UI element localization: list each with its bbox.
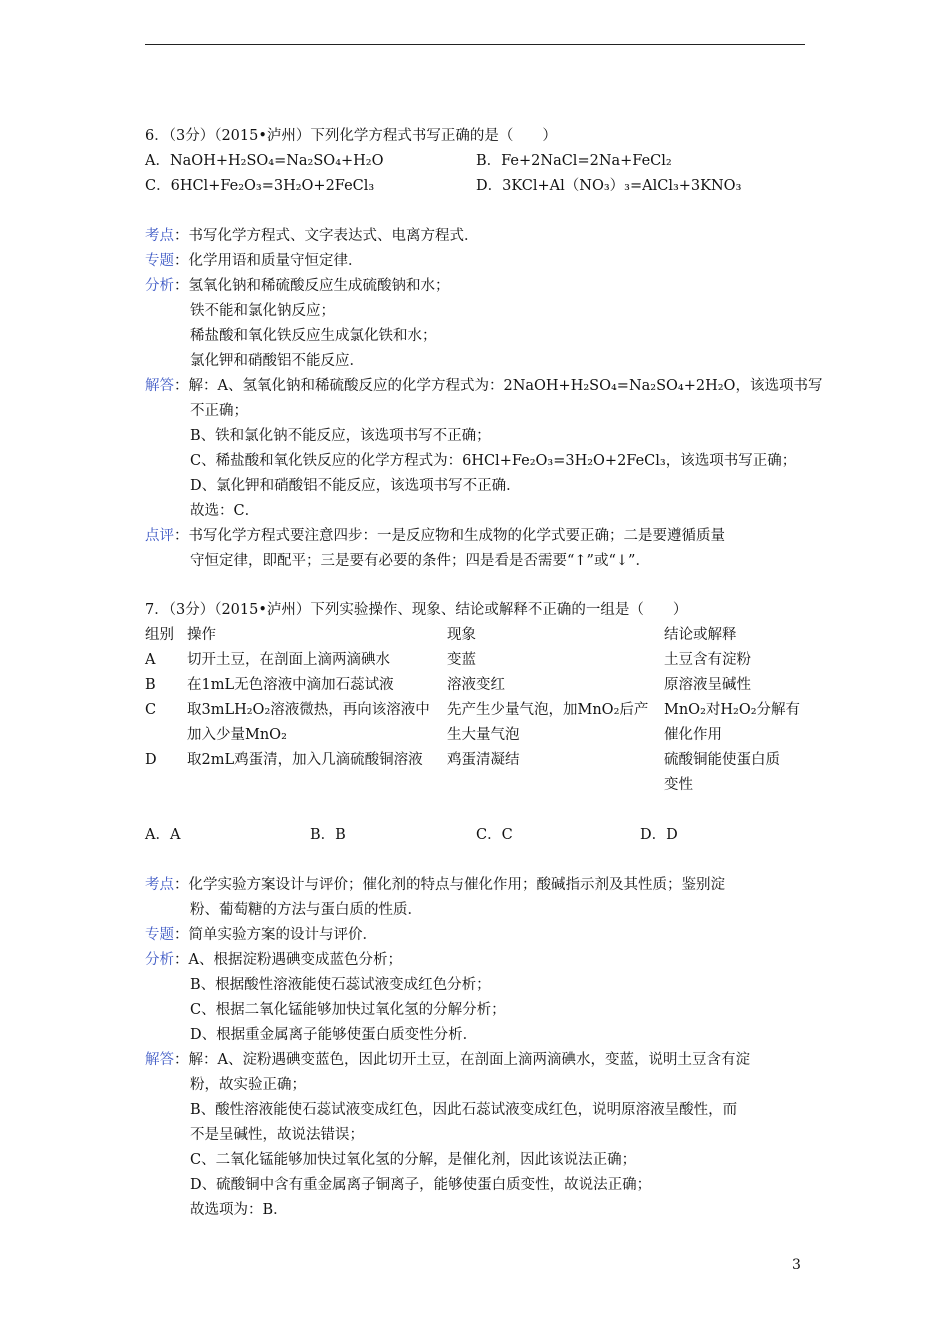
q7-fenxi-line: B、根据酸性溶液能使石蕊试液变成红色分析；	[190, 977, 491, 993]
table-cell: B	[145, 677, 156, 693]
q6-option-a: A．NaOH+H₂SO₄=Na₂SO₄+H₂O	[145, 153, 384, 169]
q6-jieda-line: 不正确；	[190, 403, 248, 419]
table-header-operation: 操作	[187, 627, 216, 643]
q6-zhuanti-label: 专题	[145, 253, 174, 269]
page-number: 3	[792, 1257, 801, 1273]
q7-kaodian: 考点：化学实验方案设计与评价；催化剂的特点与催化作用；酸碱指示剂及其性质；鉴别淀	[145, 877, 725, 893]
table-cell: 鸡蛋清凝结	[447, 752, 520, 768]
table-cell: 在1mL无色溶液中滴加石蕊试液	[187, 677, 394, 693]
table-cell: 先产生少量气泡，加MnO₂后产	[447, 702, 649, 718]
q6-dianping-line: 守恒定律，即配平；三是要有必要的条件；四是看是否需要“↑”或“↓”．	[190, 553, 650, 569]
q7-jieda-label: 解答	[145, 1052, 174, 1068]
q7-fenxi: 分析：A、根据淀粉遇碘变成蓝色分析；	[145, 952, 402, 968]
q7-jieda-line: 粉，故实验正确；	[190, 1077, 306, 1093]
q6-fenxi-line: 稀盐酸和氧化铁反应生成氯化铁和水；	[190, 328, 437, 344]
q6-stem: 6．（3分）（2015•泸州）下列化学方程式书写正确的是（ ）	[145, 128, 557, 144]
q6-zhuanti: 专题：化学用语和质量守恒定律．	[145, 253, 363, 269]
q6-jieda-line: 故选：C．	[190, 503, 260, 519]
q6-jieda-line: C、稀盐酸和氧化铁反应的化学方程式为：6HCl+Fe₂O₃=3H₂O+2FeCl₃，该选项书写正确；	[190, 453, 797, 469]
table-cell: 变性	[664, 777, 693, 793]
q7-fenxi-label: 分析	[145, 952, 174, 968]
q7-jieda-line: 故选项为：B．	[190, 1202, 288, 1218]
table-cell: 溶液变红	[447, 677, 505, 693]
table-header-conclusion: 结论或解释	[664, 627, 737, 643]
q6-option-c: C．6HCl+Fe₂O₃=3H₂O+2FeCl₃	[145, 178, 375, 194]
table-cell: 取3mLH₂O₂溶液微热，再向该溶液中	[187, 702, 430, 718]
q7-fenxi-line: C、根据二氧化锰能够加快过氧化氢的分解分析；	[190, 1002, 506, 1018]
table-cell: 切开土豆，在剖面上滴两滴碘水	[187, 652, 390, 668]
table-cell: A	[145, 652, 156, 668]
table-cell: 取2mL鸡蛋清，加入几滴硫酸铜溶液	[187, 752, 423, 768]
table-header-phenomenon: 现象	[447, 627, 476, 643]
q6-fenxi: 分析：氢氧化钠和稀硫酸反应生成硫酸钠和水；	[145, 278, 450, 294]
q7-jieda-line: D、硫酸铜中含有重金属离子铜离子，能够使蛋白质变性，故说法正确；	[190, 1177, 652, 1193]
q6-fenxi-line: 铁不能和氯化钠反应；	[190, 303, 335, 319]
q6-dianping: 点评：书写化学方程式要注意四步：一是反应物和生成物的化学式要正确；二是要遵循质量	[145, 528, 725, 544]
table-header-group: 组别	[145, 627, 174, 643]
q6-jieda-line: D、氯化钾和硝酸铝不能反应，该选项书写不正确．	[190, 478, 521, 494]
q6-kaodian-label: 考点	[145, 228, 174, 244]
q6-fenxi-line: 氯化钾和硝酸铝不能反应．	[190, 353, 364, 369]
table-cell: C	[145, 702, 157, 718]
q7-jieda-line: C、二氧化锰能够加快过氧化氢的分解，是催化剂，因此该说法正确；	[190, 1152, 637, 1168]
header-rule	[145, 44, 805, 45]
table-cell: D	[145, 752, 157, 768]
q7-stem: 7．（3分）（2015•泸州）下列实验操作、现象、结论或解释不正确的一组是（ ）	[145, 602, 688, 618]
table-cell: 加入少量MnO₂	[187, 727, 287, 743]
table-cell: 原溶液呈碱性	[664, 677, 751, 693]
q6-fenxi-label: 分析	[145, 278, 174, 294]
table-cell: 硫酸铜能使蛋白质	[664, 752, 780, 768]
table-cell: 催化作用	[664, 727, 722, 743]
table-cell: 生大量气泡	[447, 727, 520, 743]
q7-kaodian-label: 考点	[145, 877, 174, 893]
table-cell: 土豆含有淀粉	[664, 652, 751, 668]
table-cell: MnO₂对H₂O₂分解有	[664, 702, 801, 718]
q7-zhuanti: 专题：简单实验方案的设计与评价．	[145, 927, 377, 943]
q7-jieda-line: B、酸性溶液能使石蕊试液变成红色，因此石蕊试液变成红色，说明原溶液呈酸性，而	[190, 1102, 738, 1118]
q7-option-c: C．C	[476, 827, 513, 843]
q7-option-d: D．D	[640, 827, 678, 843]
q7-jieda: 解答：解：A、淀粉遇碘变蓝色，因此切开土豆，在剖面上滴两滴碘水，变蓝，说明土豆含有淀	[145, 1052, 750, 1068]
q6-kaodian: 考点：书写化学方程式、文字表达式、电离方程式．	[145, 228, 479, 244]
q6-option-d: D．3KCl+Al（NO₃）₃=AlCl₃+3KNO₃	[476, 178, 742, 194]
q7-kaodian-line: 粉、葡萄糖的方法与蛋白质的性质．	[190, 902, 422, 918]
q6-option-b: B．Fe+2NaCl=2Na+FeCl₂	[476, 153, 672, 169]
q7-jieda-line: 不是呈碱性，故说法错误；	[190, 1127, 364, 1143]
q7-option-a: A．A	[145, 827, 181, 843]
q6-jieda-line: B、铁和氯化钠不能反应，该选项书写不正确；	[190, 428, 491, 444]
q7-zhuanti-label: 专题	[145, 927, 174, 943]
q6-jieda-label: 解答	[145, 378, 174, 394]
table-cell: 变蓝	[447, 652, 476, 668]
q7-fenxi-line: D、根据重金属离子能够使蛋白质变性分析．	[190, 1027, 478, 1043]
q6-dianping-label: 点评	[145, 528, 174, 544]
q6-jieda: 解答：解：A、氢氧化钠和稀硫酸反应的化学方程式为：2NaOH+H₂SO₄=Na₂SO₄+2H₂O，该选项书写	[145, 378, 823, 394]
q7-option-b: B．B	[310, 827, 346, 843]
